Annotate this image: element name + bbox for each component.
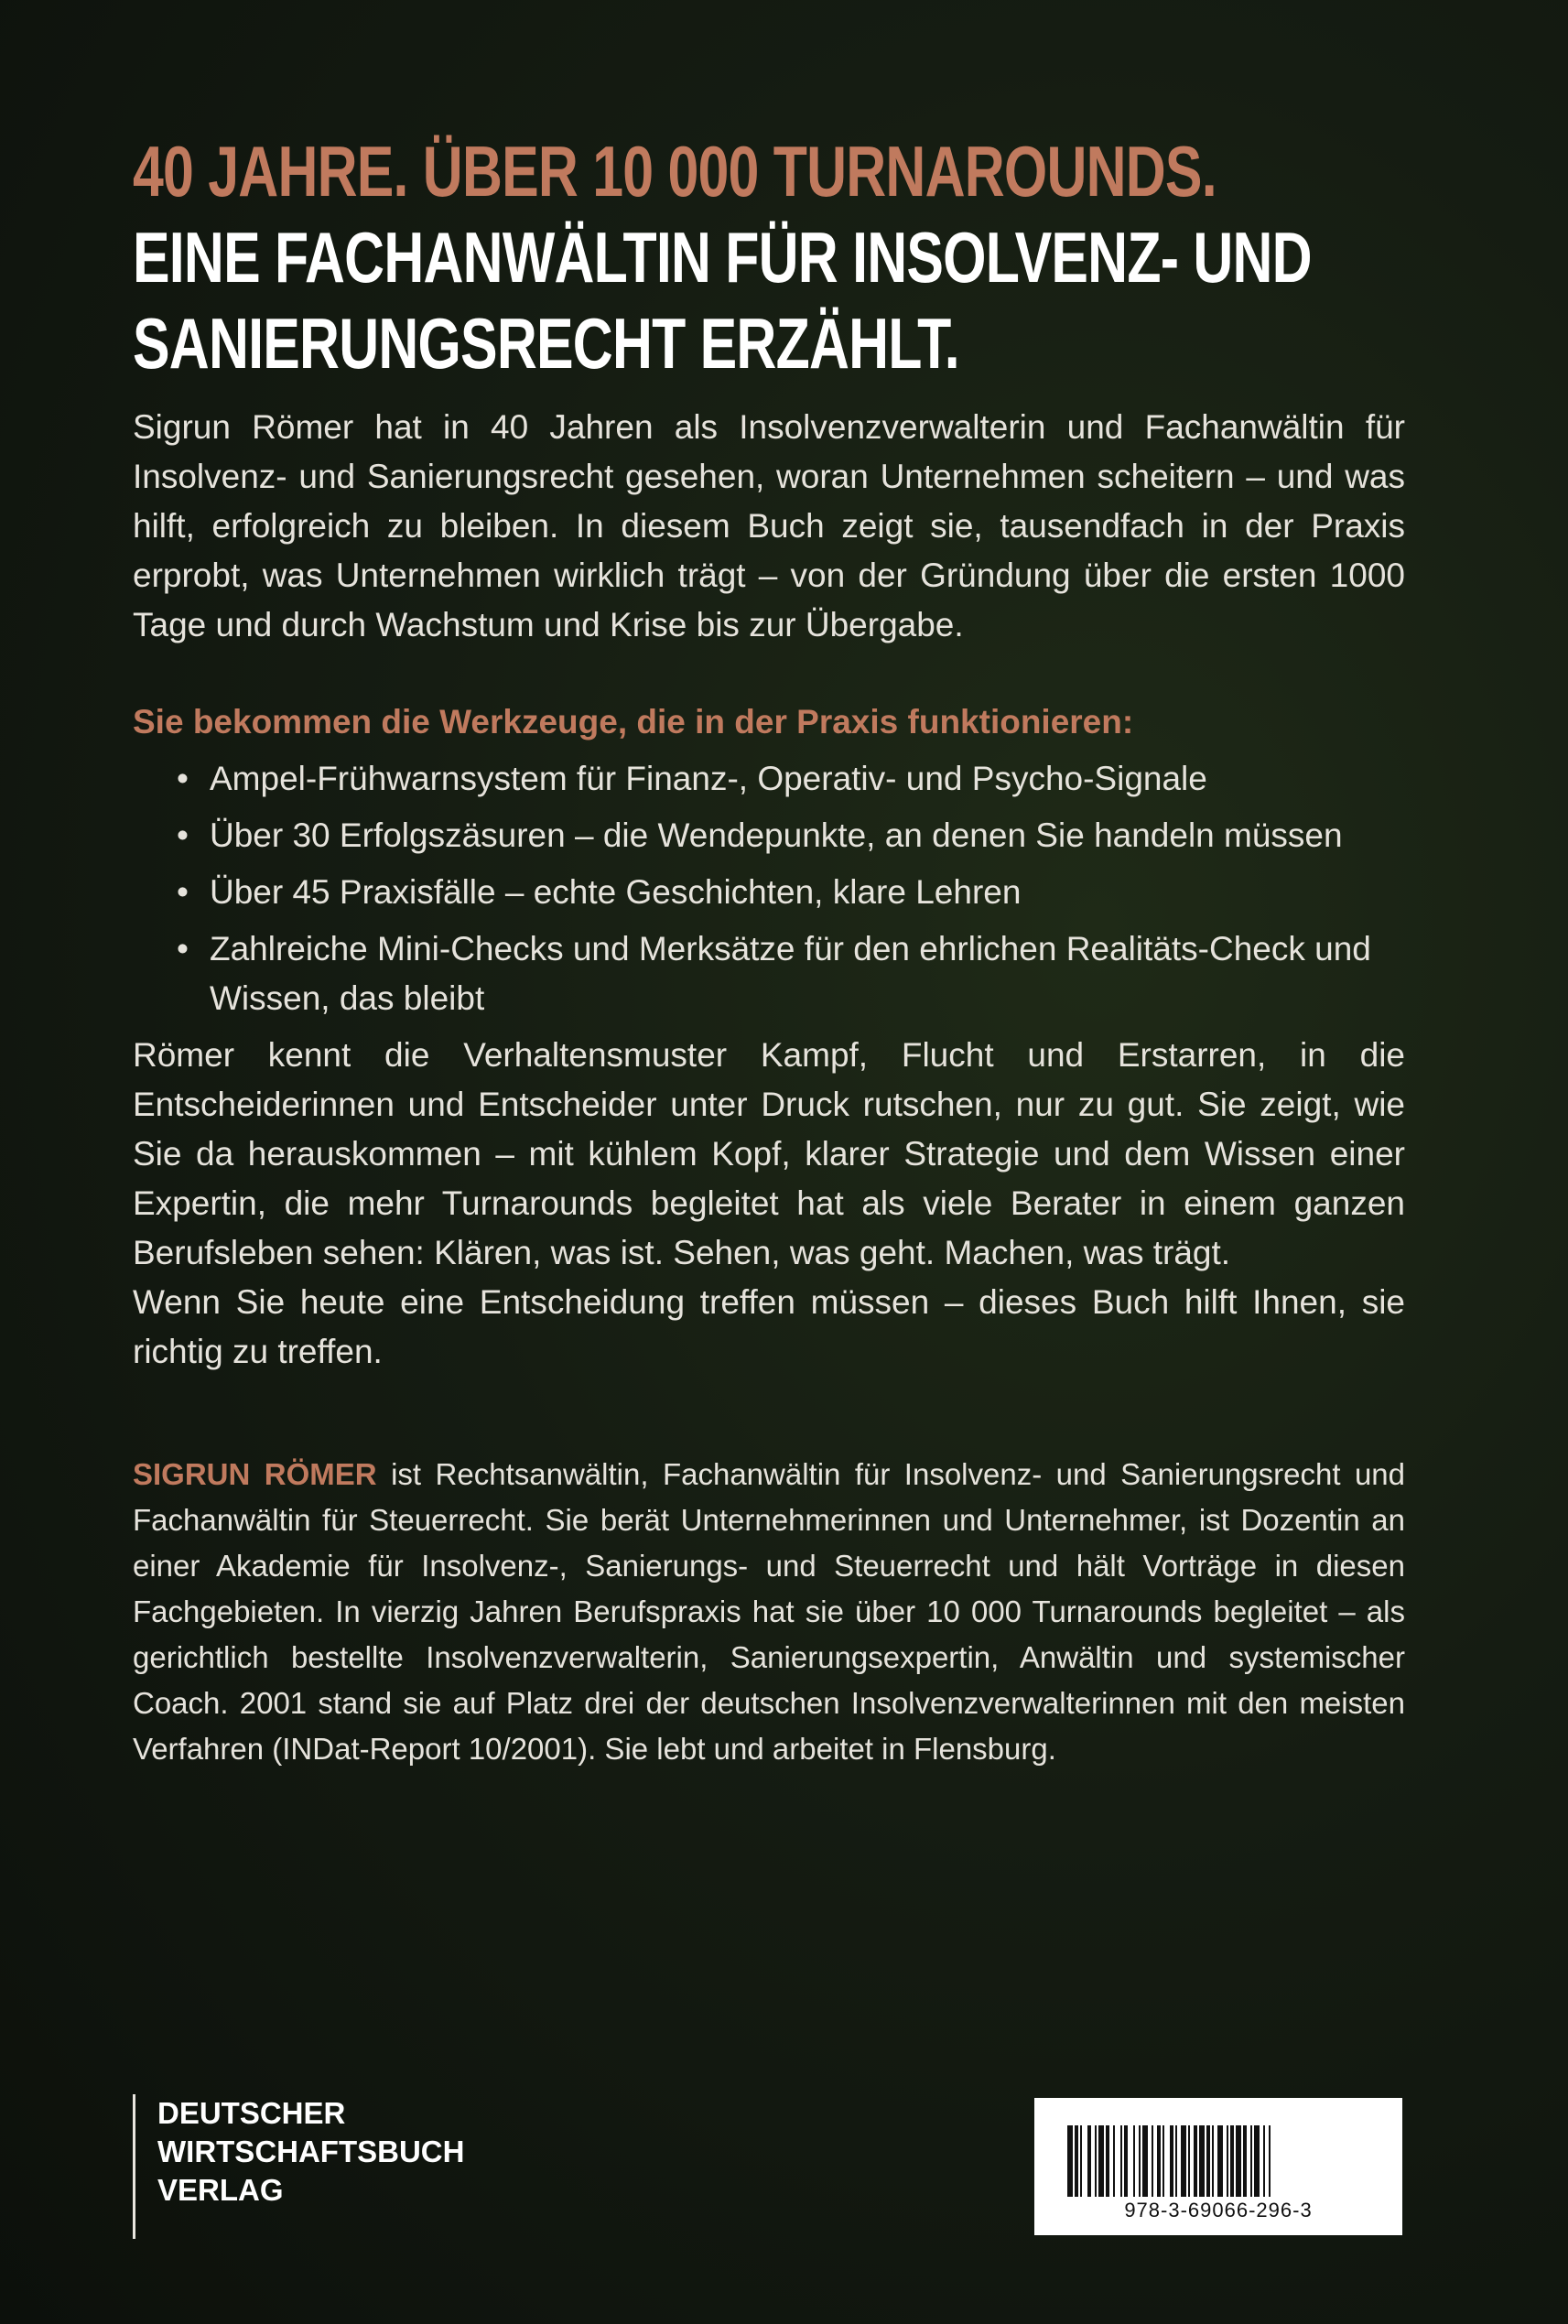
tools-heading: Sie bekommen die Werkzeuge, die in der Praxis funktionieren:	[133, 703, 1134, 740]
back-cover	[133, 128, 1405, 1802]
bullet-icon: •	[177, 816, 189, 854]
publisher-line-2: WIRTSCHAFTSBUCH	[157, 2135, 465, 2168]
barcode-icon	[1067, 2125, 1369, 2197]
barcode	[1034, 2098, 1402, 2235]
publisher-logo	[133, 2094, 464, 2239]
list-item: • Ampel-Frühwarnsystem für Finanz-, Operativ- und Psycho-Signale	[133, 754, 1405, 804]
isbn-number: 978-3-69066-296-3	[1124, 2199, 1313, 2221]
bullet-icon: •	[177, 873, 189, 911]
bullet-icon: •	[177, 930, 189, 967]
list-item: • Über 30 Erfolgszäsuren – die Wendepunkte, an denen Sie handeln müssen	[133, 811, 1405, 860]
author-name: SIGRUN RÖMER	[133, 1457, 377, 1491]
headline-line-2: EINE FACHANWÄLTIN FÜR INSOLVENZ- UND	[133, 217, 1312, 297]
list-item: • Zahlreiche Mini-Checks und Merksätze für den ehrlichen Realitäts-Check und Wissen, das bleibt	[133, 924, 1405, 1023]
paragraph-decision: Wenn Sie heute eine Entscheidung treffen müssen – dieses Buch hilft Ihnen, sie richtig zu treffen.	[133, 1283, 1405, 1370]
publisher-line-1: DEUTSCHER	[157, 2096, 346, 2130]
paragraph-behaviour: Römer kennt die Verhaltensmuster Kampf, Flucht und Erstarren, in die Entscheiderinnen und Entscheider unter Druck rutschen, nur zu gut. Sie zeigt, wie Sie da herauskommen – mit kühlem Kopf, klarer Strategie und dem Wissen einer Expertin, die mehr Turnarounds begleitet hat als viele Berater in einem ganzen Berufsleben sehen: Klären, was ist. Sehen, was geht. Machen, was trägt.	[133, 1036, 1405, 1271]
tools-list	[133, 754, 1405, 1023]
bullet-icon: •	[177, 760, 189, 797]
intro-paragraph: Sigrun Römer hat in 40 Jahren als Insolvenzverwalterin und Fachanwältin für Insolvenz- und Sanierungsrecht gesehen, woran Unternehmen scheitern – und was hilft, erfolgreich zu bleiben. In diesem Buch zeigt sie, tausendfach in der Praxis erprobt, was Unternehmen wirklich trägt – von der Gründung über die ersten 1000 Tage und durch Wachstum und Krise bis zur Übergabe.	[133, 408, 1405, 643]
author-bio	[133, 1452, 1405, 1772]
headline-block	[133, 128, 1405, 403]
list-item: • Über 45 Praxisfälle – echte Geschichten, klare Lehren	[133, 868, 1405, 917]
publisher-line-3: VERLAG	[157, 2173, 284, 2207]
headline	[133, 128, 1403, 386]
headline-accent-line: 40 JAHRE. ÜBER 10 000 TURNAROUNDS.	[133, 131, 1217, 211]
author-bio-text: ist Rechtsanwältin, Fachanwältin für Insolvenz- und Sanierungsrecht und Fachanwältin für Steuerrecht. Sie berät Unternehmerinnen und Unternehmer, ist Dozentin an einer Akademie für Insolvenz-, Sanierungs- und Steuerrecht und hält Vorträge in diesen Fachgebieten. In vierzig Jahren Berufspraxis hat sie über 10 000 Turnarounds begleitet – als gerichtlich bestellte Insolvenzverwalterin, Sanierungsexpertin, Anwältin und systemischer Coach. 2001 stand sie auf Platz drei der deutschen Insolvenzverwalterinnen mit den meisten Verfahren (INDat-Report 10/2001). Sie lebt und arbeitet in Flensburg.	[133, 1457, 1405, 1766]
headline-line-3: SANIERUNGSRECHT ERZÄHLT.	[133, 303, 959, 384]
